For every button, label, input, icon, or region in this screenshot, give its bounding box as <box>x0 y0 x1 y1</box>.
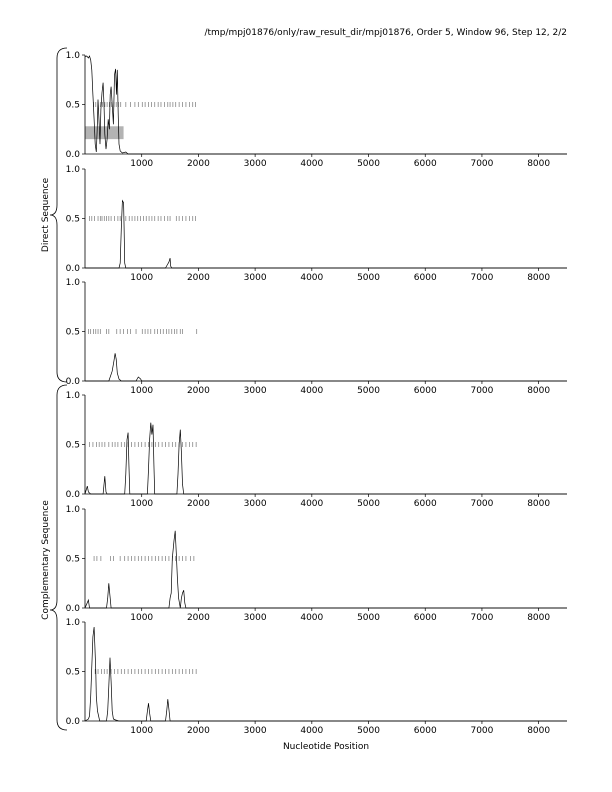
panel-direct-frame-3 <box>66 278 567 396</box>
highlight-box <box>85 126 124 139</box>
x-tick-label: 6000 <box>413 726 437 736</box>
group-brackets <box>41 48 67 730</box>
x-tick-label: 2000 <box>186 159 210 169</box>
x-tick-label: 8000 <box>527 273 551 283</box>
x-tick-label: 8000 <box>527 499 551 509</box>
x-tick-label: 5000 <box>357 159 380 169</box>
x-tick-label: 8000 <box>527 159 551 169</box>
x-tick-label: 4000 <box>300 726 324 736</box>
x-tick-label: 7000 <box>470 159 494 169</box>
complementary-group-bracket <box>50 385 67 730</box>
x-tick-label: 8000 <box>527 726 551 736</box>
chart-header: /tmp/mpj01876/only/raw_result_dir/mpj01876, Order 5, Window 96, Step 12, 2/2 <box>204 28 567 38</box>
x-tick-label: 6000 <box>413 273 437 283</box>
x-tick-label: 4000 <box>300 159 324 169</box>
panel-complementary-frame-1 <box>66 391 567 509</box>
x-tick-label: 2000 <box>186 613 210 623</box>
panel-direct-frame-2 <box>66 165 567 283</box>
y-tick-label: 1.0 <box>65 51 80 61</box>
y-tick-label: 0.5 <box>65 327 80 338</box>
series-line <box>85 56 567 154</box>
x-tick-label: 5000 <box>357 499 380 509</box>
x-tick-label: 3000 <box>243 726 267 736</box>
y-tick-label: 1.0 <box>65 391 80 401</box>
y-tick-label: 0.5 <box>65 440 80 451</box>
x-tick-label: 7000 <box>470 726 494 736</box>
x-tick-label: 3000 <box>243 159 267 169</box>
y-tick-label: 1.0 <box>65 278 80 288</box>
series-line <box>85 627 567 721</box>
y-tick-label: 0.5 <box>65 554 80 565</box>
series-line <box>85 531 567 608</box>
panels-layer <box>66 51 567 736</box>
x-tick-label: 7000 <box>470 499 494 509</box>
y-tick-label: 0.5 <box>65 100 80 111</box>
direct-group-bracket <box>50 48 67 382</box>
y-tick-label: 0.0 <box>65 490 80 500</box>
x-tick-label: 8000 <box>527 386 551 396</box>
x-tick-label: 1000 <box>130 499 154 509</box>
y-tick-label: 1.0 <box>65 165 80 175</box>
y-tick-label: 1.0 <box>65 505 80 515</box>
series-line <box>85 423 567 494</box>
x-tick-label: 5000 <box>357 273 380 283</box>
x-tick-label: 3000 <box>243 386 267 396</box>
x-tick-label: 3000 <box>243 613 267 623</box>
panel-complementary-frame-3 <box>66 618 567 736</box>
x-tick-label: 6000 <box>413 499 437 509</box>
y-tick-label: 0.0 <box>65 377 80 387</box>
x-tick-label: 7000 <box>470 386 494 396</box>
x-tick-label: 2000 <box>186 726 210 736</box>
x-tick-label: 7000 <box>470 613 494 623</box>
y-tick-label: 0.0 <box>65 150 80 160</box>
y-tick-label: 0.0 <box>65 717 80 727</box>
x-tick-label: 4000 <box>300 499 324 509</box>
x-tick-label: 3000 <box>243 499 267 509</box>
x-tick-label: 4000 <box>300 613 324 623</box>
x-tick-label: 5000 <box>357 613 380 623</box>
x-tick-label: 1000 <box>130 386 154 396</box>
x-tick-label: 1000 <box>130 159 154 169</box>
complementary-group-label: Complementary Sequence <box>41 500 51 620</box>
x-tick-label: 5000 <box>357 726 380 736</box>
series-line <box>85 201 567 268</box>
x-tick-label: 1000 <box>130 726 154 736</box>
x-axis-label: Nucleotide Position <box>282 742 370 752</box>
panel-direct-frame-1 <box>66 51 567 169</box>
series-line <box>85 353 567 381</box>
y-tick-label: 0.0 <box>65 604 80 614</box>
x-tick-label: 8000 <box>527 613 551 623</box>
y-tick-label: 0.0 <box>65 264 80 274</box>
x-tick-label: 4000 <box>300 273 324 283</box>
x-tick-label: 1000 <box>130 613 154 623</box>
x-tick-label: 7000 <box>470 273 494 283</box>
x-tick-label: 6000 <box>413 386 437 396</box>
x-tick-label: 5000 <box>357 386 380 396</box>
y-tick-label: 0.5 <box>65 667 80 678</box>
direct-group-label: Direct Sequence <box>41 177 51 253</box>
x-tick-label: 2000 <box>186 386 210 396</box>
x-tick-label: 4000 <box>300 386 324 396</box>
x-tick-label: 6000 <box>413 159 437 169</box>
y-tick-label: 0.5 <box>65 214 80 225</box>
y-tick-label: 1.0 <box>65 618 80 628</box>
x-tick-label: 3000 <box>243 273 267 283</box>
panel-complementary-frame-2 <box>66 505 567 623</box>
x-tick-label: 2000 <box>186 273 210 283</box>
x-tick-label: 2000 <box>186 499 210 509</box>
x-tick-label: 6000 <box>413 613 437 623</box>
x-tick-label: 1000 <box>130 273 154 283</box>
